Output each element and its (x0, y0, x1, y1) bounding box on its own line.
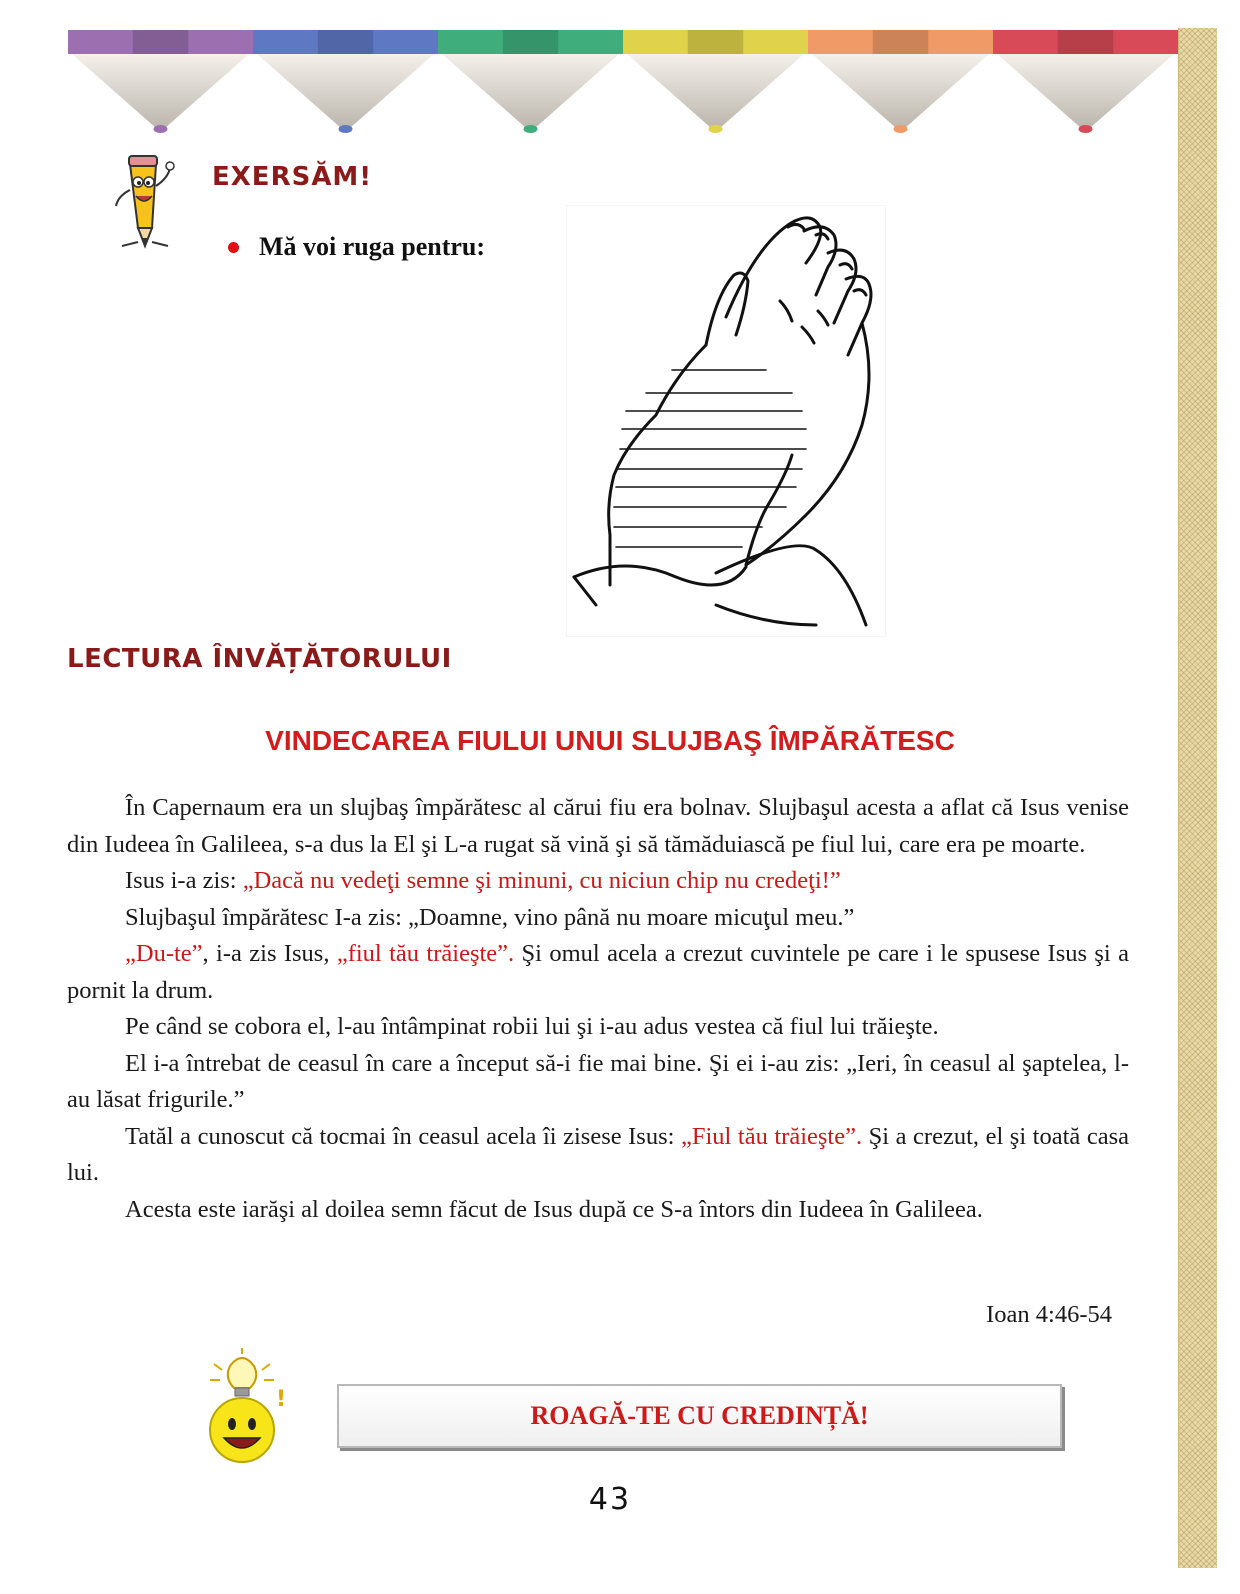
pencil-tip (442, 54, 619, 132)
pencil-mascot-icon (108, 150, 178, 250)
pencil-tip (997, 54, 1174, 132)
bullet-icon (228, 242, 239, 253)
decorative-side-band (1178, 28, 1217, 1568)
pencil-lead (524, 125, 538, 133)
story-text (67, 790, 1129, 1228)
exercise-heading: EXERSĂM! (212, 162, 373, 192)
story-paragraph: Acesta este iarăşi al doilea semn făcut de Isus după ce S-a întors din Iudeea în Galileea. (125, 1195, 983, 1223)
pencil-lead (1079, 125, 1093, 133)
pencil-lead (154, 125, 168, 133)
pencil-lead (339, 125, 353, 133)
story-paragraph: Pe când se cobora el, l-au întâmpinat robii lui şi i-au adus vestea că fiul lui trăieşte. (125, 1013, 939, 1040)
pencil-shade (503, 30, 559, 54)
pencil-lead (894, 125, 908, 133)
story-paragraph: El i-a întrebat de ceasul în care a început să-i fie mai bine. Şi ei i-au zis: „Ieri, în ceasul al şaptelea, l-au lăsat frigurile.” (67, 1049, 1129, 1113)
praying-hands-icon (566, 205, 886, 637)
page-number: 43 (588, 1482, 632, 1517)
footer-banner (337, 1384, 1062, 1448)
pencil-shade (873, 30, 929, 54)
bible-reference: Ioan 4:46-54 (986, 1301, 1112, 1328)
svg-text:!: ! (276, 1387, 287, 1412)
story-paragraph: Slujbaşul împărătesc I-a zis: „Doamne, vino până nu moare micuţul meu.” (125, 903, 855, 931)
pencil-shade (1058, 30, 1114, 54)
pencil-shade (318, 30, 374, 54)
story-paragraph: Isus i-a zis: „Dacă nu vedeţi semne şi minuni, cu niciun chip nu credeţi!” (125, 867, 841, 894)
pencil-tip (627, 54, 804, 132)
reading-heading: LECTURA ÎNVĂȚĂTORULUI (67, 644, 452, 674)
pencil-shade (133, 30, 189, 54)
prayer-prompt (228, 232, 485, 262)
pencil-lead (709, 125, 723, 133)
pencil-tip (812, 54, 989, 132)
story-paragraph: Tatăl a cunoscut că tocmai în ceasul acela îi zisese Isus: „Fiul tău trăieşte”. Şi a crezut, el şi toată casa lui. (67, 1122, 1129, 1186)
footer-banner-text: ROAGĂ-TE CU CREDINȚĂ! (530, 1401, 869, 1430)
story-title: VINDECAREA FIULUI UNUI SLUJBAŞ ÎMPĂRĂTESC (265, 725, 955, 756)
story-paragraph: În Capernaum era un slujbaş împărătesc al cărui fiu era bolnav. Slujbaşul acesta a aflat că Isus venise din Iudeea în Galileea, s-a dus la El şi L-a rugat să vină şi să tămăduiască pe fiul lui, care era pe moarte. (67, 794, 1129, 858)
pencil-tip (72, 54, 249, 132)
colored-pencils-banner (68, 28, 1178, 140)
story-paragraph: „Du-te”, i-a zis Isus, „fiul tău trăieşte”. Şi omul acela a crezut cuvintele pe care i le spusese Isus şi a pornit la drum. (67, 940, 1129, 1004)
pencil-tip (257, 54, 434, 132)
prayer-prompt-text: Mă voi ruga pentru: (259, 232, 486, 261)
pencil-shade (688, 30, 744, 54)
lightbulb-smiley-icon (190, 1348, 300, 1466)
